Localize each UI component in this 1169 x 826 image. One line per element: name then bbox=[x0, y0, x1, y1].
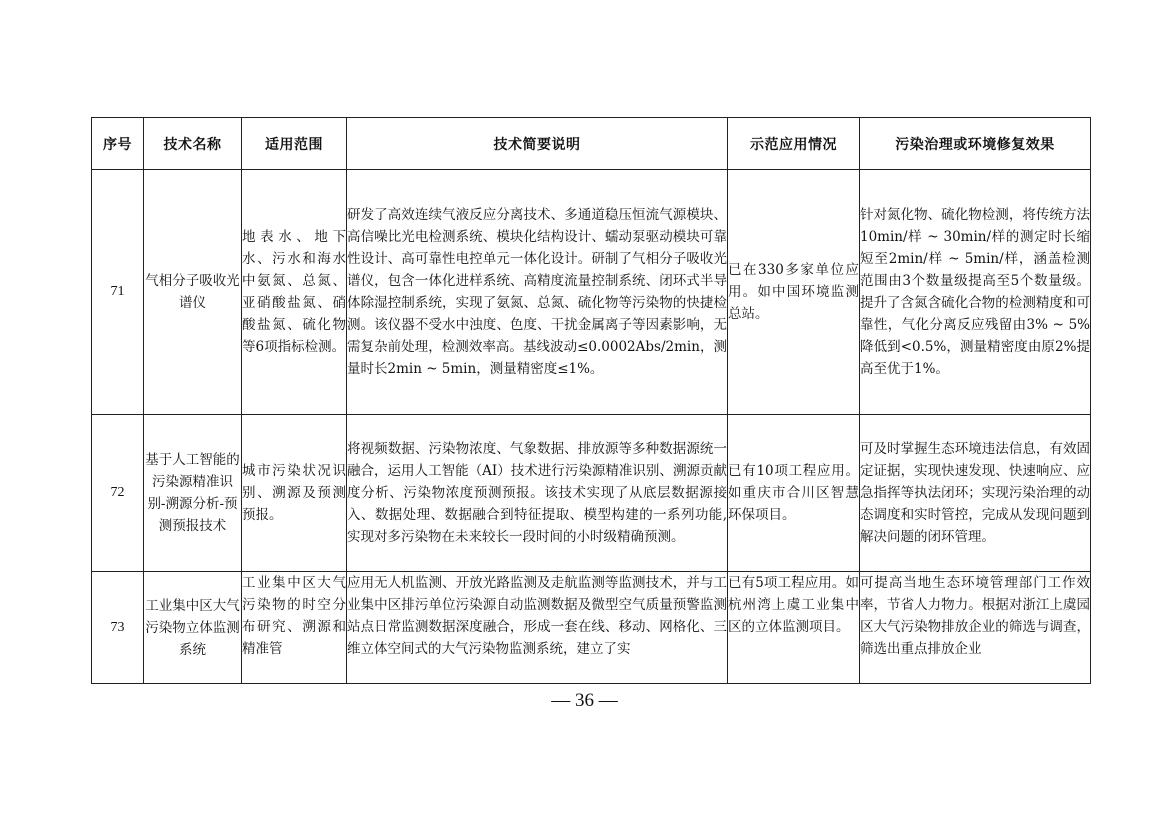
table-row bbox=[92, 572, 1091, 684]
row-serial-no: 72 bbox=[92, 415, 144, 572]
row-effect: 针对氮化物、硫化物检测，将传统方法10min/样 ~ 30min/样的测定时长缩短至2min/样 ~ 5min/样，涵盖检测范围由3个数量级提高至5个数量级。提升了含氮含硫化合物的检测精度和可靠性，气化分离反应残留由3% ~ 5%降低到<0.5%，测量精密度由原2%提高至优于1%。 bbox=[860, 170, 1091, 415]
header-scope: 适用范围 bbox=[242, 118, 347, 170]
header-application: 示范应用情况 bbox=[728, 118, 860, 170]
row-effect: 可提高当地生态环境管理部门工作效率，节省人力物力。根据对浙江上虞园区大气污染物排放企业的筛选与调查，筛选出重点排放企业 bbox=[860, 572, 1091, 684]
row-tech-name: 气相分子吸收光谱仪 bbox=[144, 170, 242, 415]
header-row bbox=[92, 118, 1091, 170]
row-description: 研发了高效连续气液反应分离技术、多通道稳压恒流气源模块、高信噪比光电检测系统、模块化结构设计、蠕动泵驱动模块可靠性设计、高可靠性电控单元一体化设计。研制了气相分子吸收光谱仪，包含一体化进样系统、高精度流量控制系统、闭环式半导体除湿控制系统，实现了氨氮、总氮、硫化物等污染物的快捷检测。该仪器不受水中浊度、色度、干扰金属离子等因素影响，无需复杂前处理，检测效率高。基线波动≤0.0002Abs/2min，测量时长2min ~ 5min，测量精密度≤1%。 bbox=[347, 170, 728, 415]
row-scope: 地表水、地下水、污水和海水中氨氮、总氮、亚硝酸盐氮、硝酸盐氮、硫化物等6项指标检测。 bbox=[242, 170, 347, 415]
row-scope: 工业集中区大气污染物的时空分布研究、溯源和精准管 bbox=[242, 572, 347, 684]
row-description: 将视频数据、污染物浓度、气象数据、排放源等多种数据源统一融合，运用人工智能（AI）技术进行污染源精准识别、溯源贡献度分析、污染物浓度预测预报。该技术实现了从底层数据源接入、数据处理、数据融合到特征提取、模型构建的一系列功能,实现对多污染物在未来较长一段时间的小时级精确预测。 bbox=[347, 415, 728, 572]
row-application: 已在330多家单位应用。如中国环境监测总站。 bbox=[728, 170, 860, 415]
header-tech-name: 技术名称 bbox=[144, 118, 242, 170]
table-row bbox=[92, 170, 1091, 415]
row-scope: 城市污染状况识别、溯源及预测预报。 bbox=[242, 415, 347, 572]
table-row bbox=[92, 415, 1091, 572]
row-tech-name: 基于人工智能的污染源精准识别-溯源分析-预测预报技术 bbox=[144, 415, 242, 572]
row-effect: 可及时掌握生态环境违法信息，有效固定证据，实现快速发现、快速响应、应急指挥等执法闭环；实现污染治理的动态调度和实时管控，完成从发现问题到解决问题的闭环管理。 bbox=[860, 415, 1091, 572]
page-number: — 36 — bbox=[551, 690, 618, 711]
row-tech-name: 工业集中区大气污染物立体监测系统 bbox=[144, 572, 242, 684]
row-serial-no: 71 bbox=[92, 170, 144, 415]
technology-table bbox=[91, 117, 1091, 684]
header-description: 技术简要说明 bbox=[347, 118, 728, 170]
row-application: 已有10项工程应用。如重庆市合川区智慧环保项目。 bbox=[728, 415, 860, 572]
row-description: 应用无人机监测、开放光路监测及走航监测等监测技术，并与工业集中区排污单位污染源自动监测数据及微型空气质量预警监测站点日常监测数据深度融合，形成一套在线、移动、网格化、三维立体空间式的大气污染物监测系统，建立了实 bbox=[347, 572, 728, 684]
row-serial-no: 73 bbox=[92, 572, 144, 684]
header-effect: 污染治理或环境修复效果 bbox=[860, 118, 1091, 170]
row-application: 已有5项工程应用。如杭州湾上虞工业集中区的立体监测项目。 bbox=[728, 572, 860, 684]
header-serial-no: 序号 bbox=[92, 118, 144, 170]
